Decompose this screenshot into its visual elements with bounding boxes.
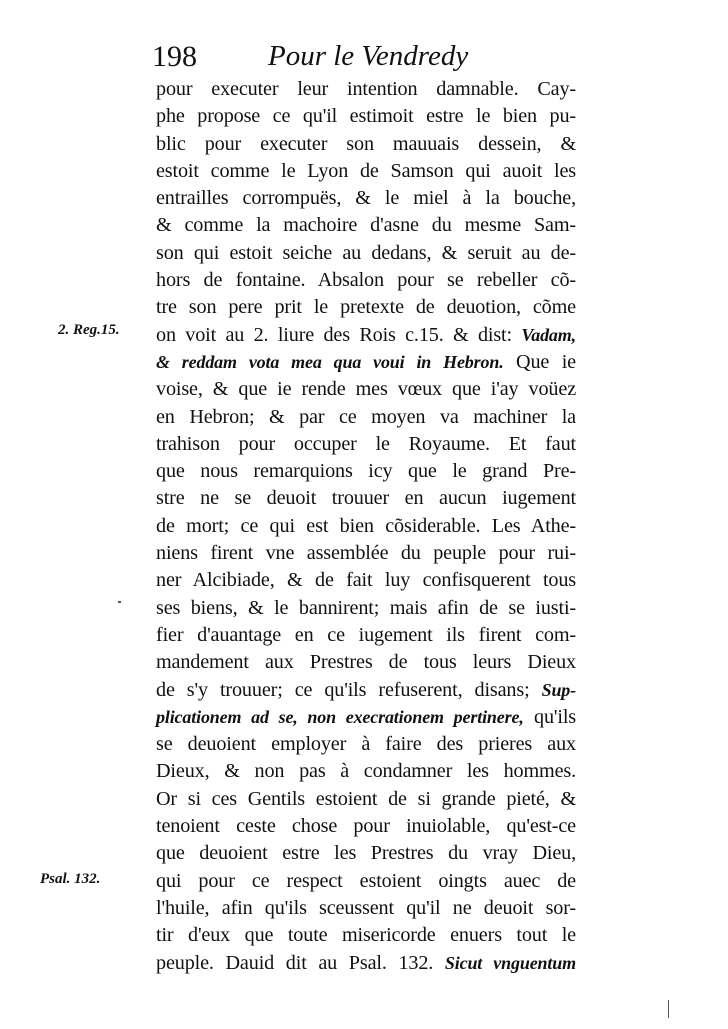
line-text: mandement aux Prestres de tous leurs Dieux [156, 651, 576, 674]
text-line [156, 212, 576, 239]
text-line [156, 868, 576, 895]
text-line [156, 376, 576, 403]
line-text: que nous remarquions icy que le grand Pre- [156, 460, 576, 483]
text-line [156, 513, 576, 540]
line-text: Dieux, & non pas à condamner les hommes. [156, 760, 576, 783]
line-text: l'huile, afin qu'ils sceussent qu'il ne deuoit sor- [156, 896, 576, 919]
latin-quotation: Vadam, [521, 324, 576, 345]
text-line [156, 431, 576, 458]
margin-note: 2. Reg.15. [58, 322, 120, 338]
line-text: ses biens, & le bannirent; mais afin de se iusti- [156, 596, 576, 619]
line-text: que deuoient estre les Prestres du vray Dieu, [156, 842, 576, 865]
body-text [156, 76, 576, 977]
latin-quotation: & reddam vota mea qua voui in Hebron. [156, 351, 504, 372]
text-line [156, 895, 576, 922]
line-text: de s'y trouuer; ce qu'ils refuserent, disans; [156, 678, 542, 701]
ink-speck [118, 601, 121, 603]
margin-note: Psal. 132. [40, 871, 101, 887]
text-line [156, 950, 576, 977]
line-text: voise, & que ie rende mes vœux que i'ay voüez [156, 378, 576, 401]
text-line [156, 404, 576, 431]
line-text: se deuoient employer à faire des prieres aux [156, 733, 576, 756]
text-line [156, 294, 576, 321]
page-header [152, 40, 572, 80]
line-text: phe propose ce qu'il estimoit estre le bien pu- [156, 105, 576, 128]
line-text: on voit au 2. liure des Rois c.15. & dist: [156, 323, 522, 346]
latin-quotation: plicationem ad se, non execrationem pertinere, [156, 706, 524, 727]
line-text: tre son pere prit le pretexte de deuotion, cõme [156, 296, 576, 319]
line-text: stre ne se deuoit trouuer en aucun iugement [156, 487, 576, 510]
line-text: qu'ils [523, 705, 577, 728]
text-line [156, 758, 576, 785]
text-line [156, 240, 576, 267]
line-text: trahison pour occuper le Royaume. Et faut [156, 432, 576, 455]
line-text: Or si ces Gentils estoient de si grande pieté, & [156, 787, 576, 810]
text-line [156, 649, 576, 676]
text-line [156, 349, 576, 376]
text-line [156, 840, 576, 867]
text-line [156, 595, 576, 622]
text-line [156, 922, 576, 949]
text-line [156, 322, 576, 349]
line-text: en Hebron; & par ce moyen va machiner la [156, 405, 576, 428]
page-number: 198 [152, 40, 197, 73]
line-text: qui pour ce respect estoient oingts auec de [156, 869, 576, 892]
text-line [156, 131, 576, 158]
text-line [156, 76, 576, 103]
line-text: son qui estoit seiche au dedans, & seruit au de- [156, 241, 576, 264]
text-line [156, 103, 576, 130]
line-text: & comme la machoire d'asne du mesme Sam- [156, 214, 576, 237]
line-text: Que ie [503, 350, 576, 373]
text-line [156, 677, 576, 704]
text-line [156, 731, 576, 758]
text-line [156, 458, 576, 485]
text-line [156, 185, 576, 212]
latin-quotation: Sicut vnguentum [444, 952, 576, 973]
text-line [156, 267, 576, 294]
ink-speck [668, 1000, 669, 1018]
line-text: de mort; ce qui est bien cõsiderable. Les Athe- [156, 514, 576, 537]
text-line [156, 567, 576, 594]
text-line [156, 786, 576, 813]
line-text: tenoient ceste chose pour inuiolable, qu'est-ce [156, 815, 576, 838]
line-text: blic pour executer son mauuais dessein, & [156, 132, 576, 155]
line-text: tir d'eux que toute misericorde enuers tout le [156, 924, 576, 947]
line-text: fier d'auantage en ce iugement ils firent com- [156, 623, 576, 646]
line-text: peuple. Dauid dit au Psal. 132. [156, 951, 445, 974]
text-line [156, 158, 576, 185]
text-line [156, 622, 576, 649]
line-text: pour executer leur intention damnable. Cay- [156, 78, 576, 100]
line-text: estoit comme le Lyon de Samson qui auoit les [156, 159, 576, 182]
text-line [156, 485, 576, 512]
line-text: entrailles corrompuës, & le miel à la bouche, [156, 187, 576, 210]
text-line [156, 813, 576, 840]
latin-quotation: Sup- [541, 679, 576, 700]
text-line [156, 540, 576, 567]
text-line [156, 704, 576, 731]
running-title: Pour le Vendredy [268, 40, 469, 72]
line-text: hors de fontaine. Absalon pour se rebeller cõ- [156, 269, 576, 292]
line-text: niens firent vne assemblée du peuple pour rui- [156, 542, 576, 565]
line-text: ner Alcibiade, & de fait luy confisquerent tous [156, 569, 576, 592]
